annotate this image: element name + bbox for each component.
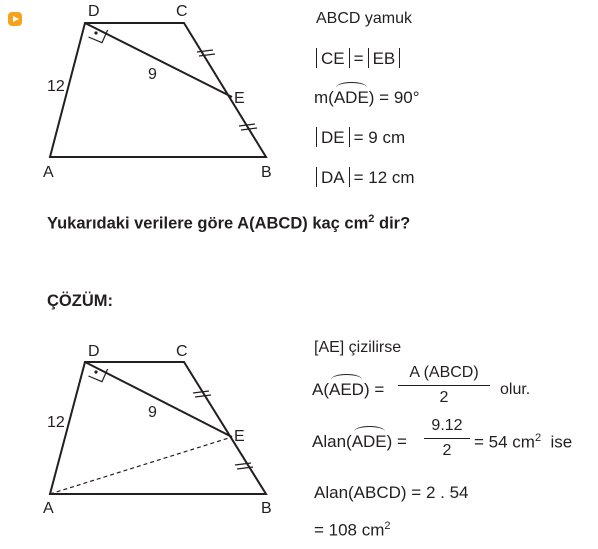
angle-value: ) = 90° <box>368 88 420 107</box>
given-da <box>312 167 415 188</box>
given-trapezoid: ABCD yamuk <box>316 10 413 27</box>
line3-result <box>474 432 572 453</box>
product-denominator: 2 <box>442 442 452 459</box>
solution-line-4: Alan(ABCD) = 2 . 54 <box>314 483 469 502</box>
equals-sign: = <box>353 49 364 68</box>
line3-suffix: ) = <box>386 432 407 451</box>
de-value: = 9 cm <box>353 128 406 147</box>
line3-sup: 2 <box>534 432 542 444</box>
eb-text: EB <box>372 49 396 68</box>
da-text: DA <box>321 168 345 187</box>
line3-result-value: = 54 cm <box>474 432 535 452</box>
solution-line-3 <box>312 432 407 452</box>
line3-prefix: Alan( <box>312 432 352 451</box>
vertex-d-label-solution: D <box>88 343 100 360</box>
line2-suffix: ) = <box>363 380 385 399</box>
question-main: Yukarıdaki verilere göre A(ABCD) kaç cm <box>47 214 369 233</box>
side-da-label: 12 <box>47 78 65 95</box>
line2-prefix: A( <box>312 380 329 399</box>
given-angle-ade <box>314 88 420 108</box>
solution-heading: ÇÖZÜM: <box>47 292 113 310</box>
tick-ce-1-solution <box>193 391 209 393</box>
vertex-b-label: B <box>261 164 272 181</box>
solution-line-2 <box>312 380 384 400</box>
given-de <box>312 127 405 148</box>
final-answer: = 108 cm <box>314 520 385 540</box>
final-answer-sup: 2 <box>384 520 391 532</box>
fraction-denominator: 2 <box>439 389 449 406</box>
fraction-numerator: A (ABCD) <box>398 364 490 386</box>
vertex-c-label-solution: C <box>176 343 188 360</box>
question-sup: 2 <box>368 213 375 225</box>
fraction-area-half <box>398 364 490 407</box>
tick-ce-2-solution <box>195 395 211 397</box>
angle-name: ADE <box>333 88 369 107</box>
given-ce-eq-eb <box>312 48 404 69</box>
line3-angle: ADE <box>351 432 387 451</box>
angle-prefix: m( <box>314 88 334 107</box>
right-angle-dot-solution <box>94 370 97 373</box>
side-da-label-solution: 12 <box>47 414 65 431</box>
line3-tail: ise <box>550 432 573 452</box>
right-angle-mark-solution <box>89 369 108 382</box>
product-numerator: 9.12 <box>424 417 470 439</box>
side-de-label: 9 <box>148 66 157 83</box>
solution-line-1: [AE] çizilirse <box>314 339 402 356</box>
da-value: = 12 cm <box>353 168 415 187</box>
fraction-product <box>424 417 470 460</box>
vertex-e-label-solution: E <box>234 428 245 445</box>
vertex-b-label-solution: B <box>261 500 272 517</box>
de-text: DE <box>321 128 345 147</box>
vertex-a-label: A <box>43 164 54 181</box>
vertex-e-label: E <box>234 90 245 107</box>
line2-tail: olur. <box>500 381 531 398</box>
vertex-d-label: D <box>88 3 100 20</box>
solution-line-5 <box>314 520 391 541</box>
vertex-a-label-solution: A <box>43 500 54 517</box>
line2-angle: AED <box>329 380 364 399</box>
question-text <box>47 213 410 234</box>
dashed-segment-ae <box>50 437 232 494</box>
side-de-label-solution: 9 <box>148 404 157 421</box>
segment-de-solution <box>85 362 232 437</box>
question-end: dir? <box>374 214 411 233</box>
vertex-c-label: C <box>176 3 188 20</box>
ce-text: CE <box>321 49 345 68</box>
